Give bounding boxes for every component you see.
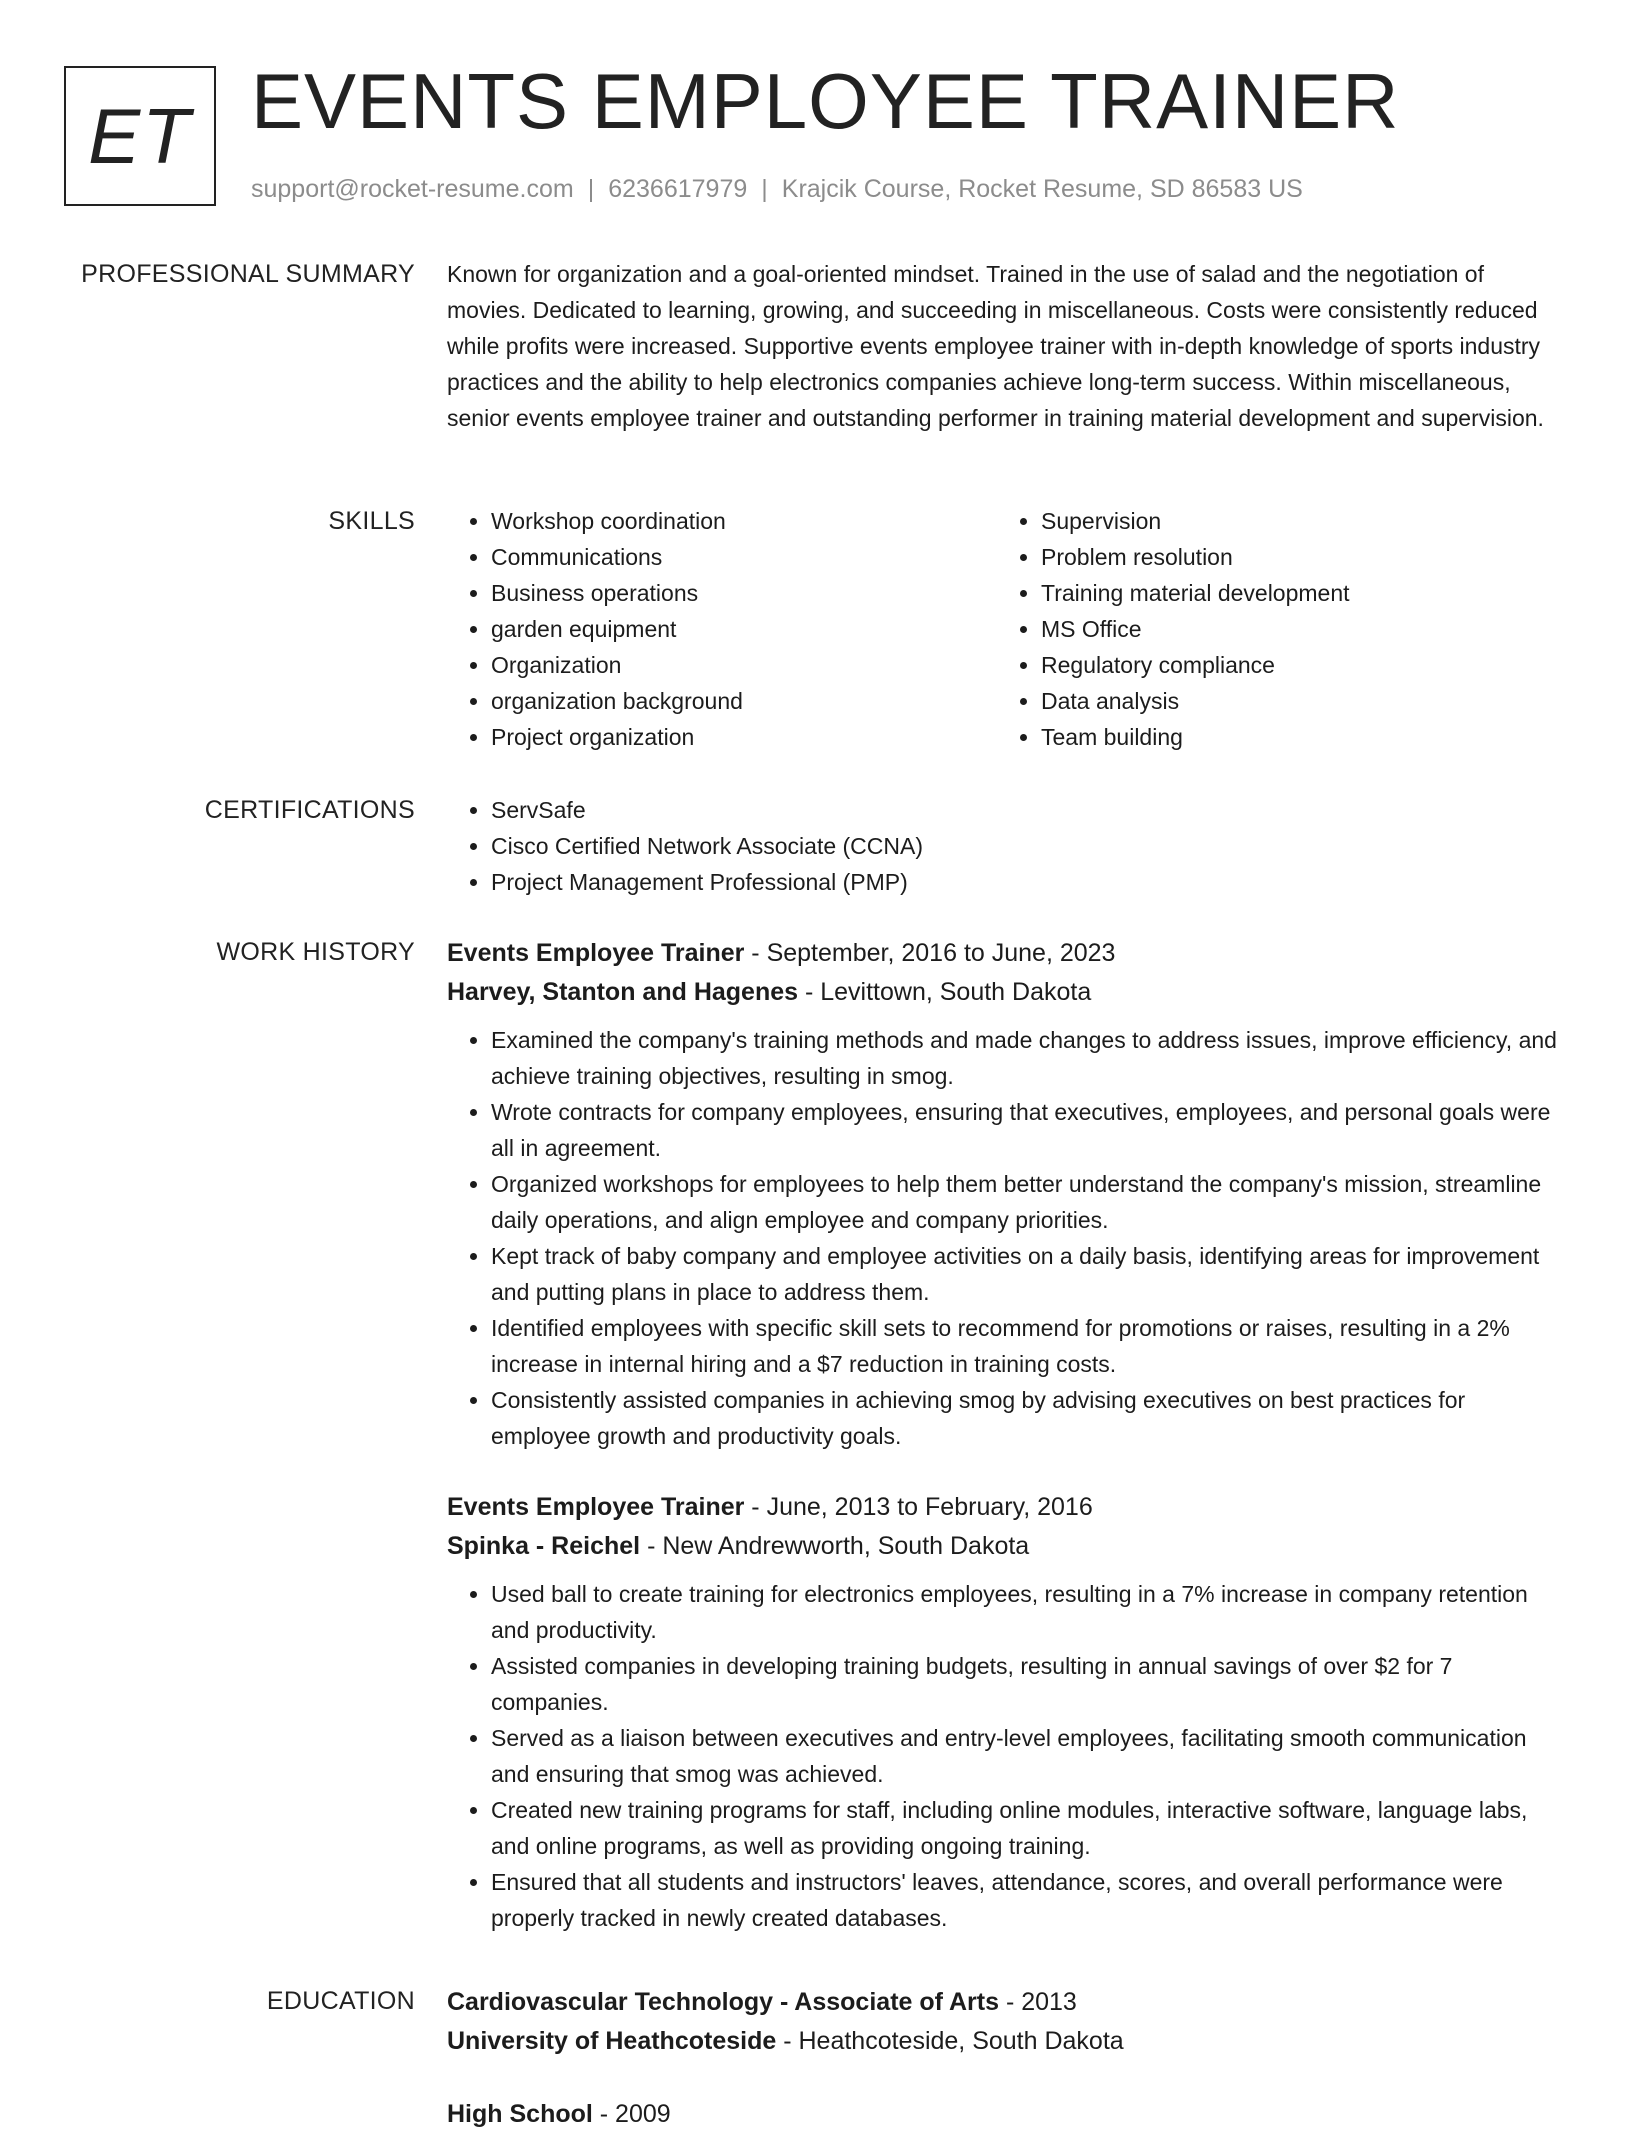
job-bullet: • Served as a liaison between executives and entry-level employees, facilitating smooth communication and ensuring that smog was achieved.	[491, 1720, 1563, 1792]
skill-item: • Regulatory compliance	[1041, 647, 1547, 683]
education-entry	[447, 2095, 1563, 2134]
job-dates: - September, 2016 to June, 2023	[744, 939, 1116, 967]
skill-item: • Workshop coordination	[491, 503, 997, 539]
job-entry	[447, 934, 1563, 1454]
job-bullet: • Organized workshops for employees to help them better understand the company's mission, streamline daily operations, and align employee and company priorities.	[491, 1166, 1563, 1238]
job-bullet: • Ensured that all students and instructors' leaves, attendance, scores, and overall performance were properly tracked in newly created databases.	[491, 1864, 1563, 1936]
skill-item: • Organization	[491, 647, 997, 683]
certification-item: • Project Management Professional (PMP)	[491, 864, 1563, 900]
skill-item: • MS Office	[1041, 611, 1547, 647]
job-bullet: • Examined the company's training methods and made changes to address issues, improve efficiency, and achieve training objectives, resulting in smog.	[491, 1022, 1563, 1094]
certifications-list	[447, 792, 1563, 900]
skill-item: • Supervision	[1041, 503, 1547, 539]
section-title-skills: SKILLS	[328, 507, 415, 535]
certification-item: • ServSafe	[491, 792, 1563, 828]
education-location: - Heathcoteside, South Dakota	[776, 2027, 1124, 2055]
skills-section	[64, 503, 1564, 755]
candidate-name: EVENTS EMPLOYEE TRAINER	[251, 57, 1400, 145]
skill-item: • Training material development	[1041, 575, 1547, 611]
section-title-summary: PROFESSIONAL SUMMARY	[81, 260, 415, 288]
section-title-work-history: WORK HISTORY	[216, 938, 415, 966]
skills-list-right	[997, 503, 1547, 755]
education-year: - 2009	[592, 2100, 671, 2128]
job-bullets	[447, 1022, 1563, 1454]
job-location: - Levittown, South Dakota	[798, 978, 1092, 1006]
skill-item: • organization background	[491, 683, 997, 719]
job-bullet: • Kept track of baby company and employee activities on a daily basis, identifying areas for improvement and putting plans in place to address them.	[491, 1238, 1563, 1310]
section-title-education: EDUCATION	[266, 1987, 415, 2015]
work-history-section	[64, 934, 1564, 1936]
skill-item: • Data analysis	[1041, 683, 1547, 719]
education-school: University of Heathcoteside	[447, 2027, 777, 2055]
summary-section	[64, 256, 1564, 436]
job-role: Events Employee Trainer	[447, 1493, 745, 1521]
skills-list-left	[447, 503, 997, 755]
contact-separator: |	[761, 175, 768, 203]
contact-separator: |	[587, 175, 595, 203]
section-title-certifications: CERTIFICATIONS	[204, 796, 415, 824]
skill-item: • Business operations	[491, 575, 997, 611]
job-company-line	[447, 973, 1563, 1012]
education-entry	[447, 1983, 1563, 2061]
job-company-line	[447, 1527, 1563, 1566]
education-degree: Cardiovascular Technology - Associate of Arts	[447, 1988, 999, 2016]
job-company: Spinka - Reichel	[447, 1532, 641, 1560]
job-dates: - June, 2013 to February, 2016	[744, 1493, 1093, 1521]
job-entry	[447, 1488, 1563, 1936]
job-bullet: • Consistently assisted companies in achieving smog by advising executives on best practices for employee growth and productivity goals.	[491, 1382, 1563, 1454]
job-role: Events Employee Trainer	[447, 939, 745, 967]
job-title-line	[447, 1488, 1563, 1527]
job-title-line	[447, 934, 1563, 973]
education-degree-line	[447, 1983, 1563, 2022]
job-bullet: • Assisted companies in developing training budgets, resulting in annual savings of over $2 for 7 companies.	[491, 1648, 1563, 1720]
skill-item: • Problem resolution	[1041, 539, 1547, 575]
contact-email[interactable]: support@rocket-resume.com	[251, 175, 574, 203]
skill-item: • Project organization	[491, 719, 997, 755]
education-section	[64, 1983, 1564, 2134]
education-school-line	[447, 2022, 1563, 2061]
contact-phone: 6236617979	[608, 175, 748, 203]
education-year: - 2013	[999, 1988, 1077, 2016]
job-bullet: • Used ball to create training for electronics employees, resulting in a 7% increase in company retention and productivity.	[491, 1576, 1563, 1648]
skill-item: • garden equipment	[491, 611, 997, 647]
skill-item: • Team building	[1041, 719, 1547, 755]
job-company: Harvey, Stanton and Hagenes	[447, 978, 799, 1006]
job-bullet: • Wrote contracts for company employees, ensuring that executives, employees, and personal goals were all in agreement.	[491, 1094, 1563, 1166]
job-bullet: • Identified employees with specific skill sets to recommend for promotions or raises, resulting in a 2% increase in internal hiring and a $7 reduction in training costs.	[491, 1310, 1563, 1382]
education-degree: High School	[447, 2100, 593, 2128]
monogram-logo: ET	[64, 66, 216, 206]
job-location: - New Andrewworth, South Dakota	[640, 1532, 1030, 1560]
certifications-section	[64, 792, 1564, 900]
job-bullets	[447, 1576, 1563, 1936]
summary-text: Known for organization and a goal-oriented mindset. Trained in the use of salad and the negotiation of movies. Dedicated to learning, growing, and succeeding in miscellaneous. Costs were consistently reduced while profits were increased. Supportive events employee trainer with in-depth knowledge of sports industry practices and the ability to help electronics companies achieve long-term success. Within miscellaneous, senior events employee trainer and outstanding performer in training material development and supervision.	[447, 261, 1544, 431]
certification-item: • Cisco Certified Network Associate (CCNA)	[491, 828, 1563, 864]
skill-item: • Communications	[491, 539, 997, 575]
education-degree-line	[447, 2095, 1563, 2134]
job-bullet: • Created new training programs for staff, including online modules, interactive software, language labs, and online programs, as well as providing ongoing training.	[491, 1792, 1563, 1864]
contact-address: Krajcik Course, Rocket Resume, SD 86583 US	[781, 175, 1303, 203]
contact-line	[251, 175, 1303, 204]
